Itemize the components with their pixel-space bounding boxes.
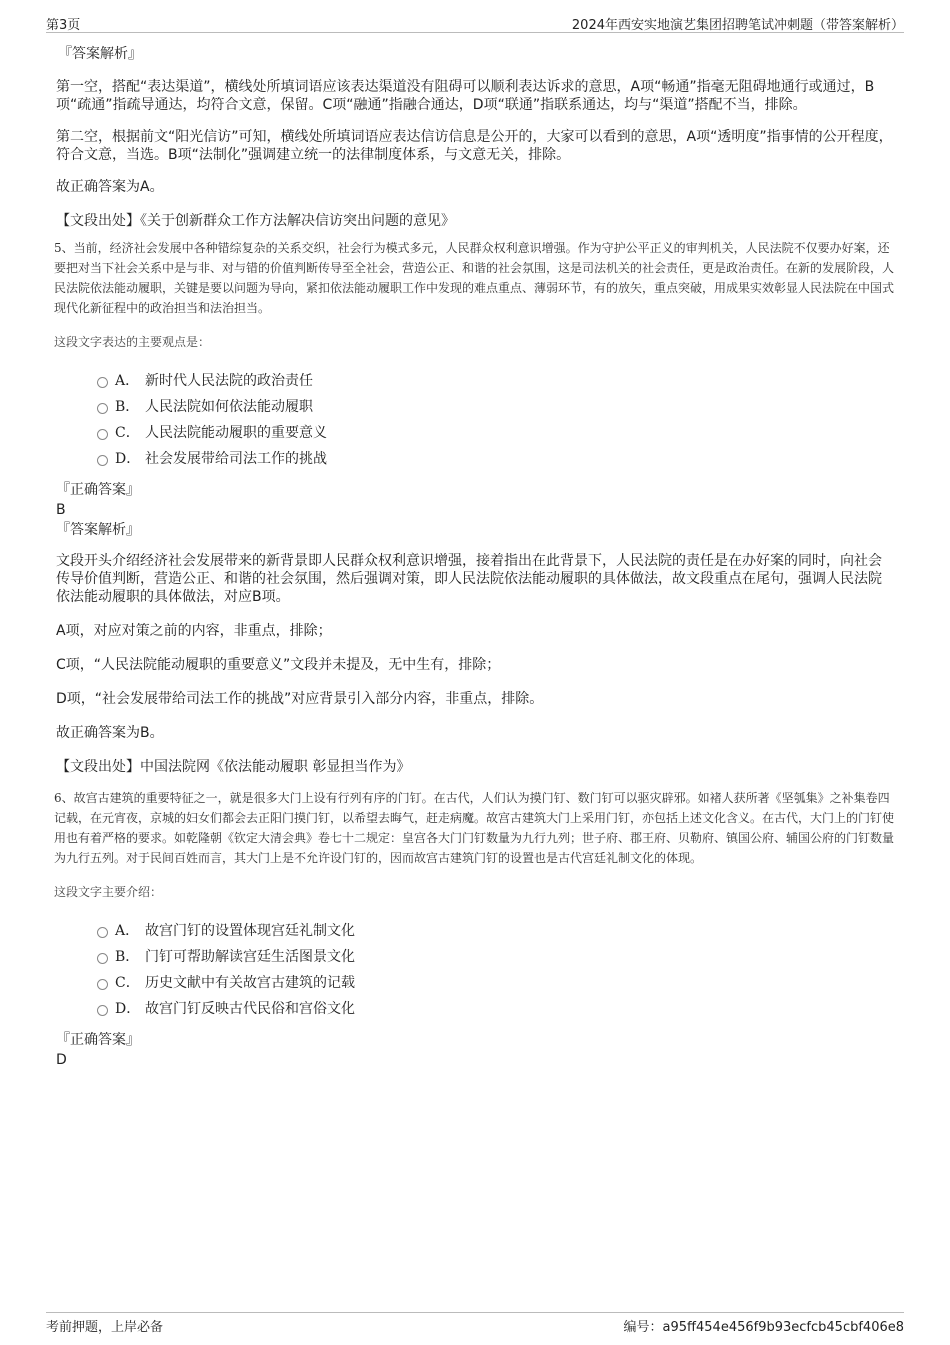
radio-button[interactable]: [97, 979, 108, 990]
analysis-paragraph: 第一空，搭配“表达渠道”，横线处所填词语应该表达渠道没有阻碍可以顺利表达诉求的意思，A项“畅通”指毫无阻碍地通行或通过，B项“疏通”指疏导通达，均符合文意，保留。C项“融通”指融合通达，D项“联通”指联系通达，均与“渠道”搭配不当，排除。: [56, 79, 875, 113]
option-a[interactable]: A． 故宫门钉的设置体现宫廷礼制文化: [56, 918, 894, 944]
option-a[interactable]: A． 新时代人民法院的政治责任: [56, 368, 894, 394]
page-header: [46, 12, 904, 33]
analysis-conclusion: 故正确答案为A。: [56, 179, 164, 195]
radio-button[interactable]: [97, 455, 108, 466]
question-prompt: 这段文字表达的主要观点是：: [54, 335, 211, 349]
document-id: 编号：a95ff454e456f9b93ecfcb45cbf406e8: [623, 1320, 904, 1335]
page-footer: [46, 1312, 904, 1335]
answer-analysis-label: 『答案解析』: [58, 46, 142, 62]
answer-analysis-label: 『答案解析』: [56, 522, 140, 538]
page-number: 第3页: [46, 18, 81, 33]
analysis-paragraph: C项，“人民法院能动履职的重要意义”文段并未提及，无中生有，排除；: [56, 657, 501, 673]
document-title: 2024年西安实地演艺集团招聘笔试冲刺题（带答案解析）: [571, 18, 904, 33]
options-list: [56, 368, 894, 472]
source-citation: 【文段出处】中国法院网《依法能动履职 彰显担当作为》: [56, 759, 411, 775]
question-text: 6、故宫古建筑的重要特征之一，就是很多大门上设有行列有序的门钉。在古代，人们认为摸门钉、数门钉可以驱灾辟邪。如褚人获所著《坚瓠集》之补集卷四记载，在元宵夜，京城的妇女们都会去正阳门摸门钉，以希望去晦气，赶走病魔。故宫古建筑大门上采用门钉，亦包括上述文化含义。在古代，大门上的门钉使用也有着严格的要求。如乾隆朝《钦定大清会典》卷七十二规定：皇宫各大门门钉数量为九行九列；世子府、郡王府、贝勒府、镇国公府、辅国公府的门钉数量为九行五列。对于民间百姓而言，其大门上是不允许设门钉的，因而故宫古建筑门钉的设置也是古代宫廷礼制文化的体现。: [54, 791, 895, 865]
radio-button[interactable]: [97, 403, 108, 414]
source-citation: 【文段出处】《关于创新群众工作方法解决信访突出问题的意见》: [56, 213, 455, 229]
option-d[interactable]: D． 故宫门钉反映古代民俗和宫俗文化: [56, 996, 894, 1022]
correct-answer: D: [56, 1052, 67, 1068]
analysis-conclusion: 故正确答案为B。: [56, 725, 164, 741]
analysis-paragraph: 第二空，根据前文“阳光信访”可知，横线处所填词语应表达信访信息是公开的，大家可以看到的意思，A项“透明度”指事情的公开程度，符合文意，当选。B项“法制化”强调建立统一的法律制度体系，与文意无关，排除。: [56, 129, 893, 163]
radio-button[interactable]: [97, 1005, 108, 1016]
radio-button[interactable]: [97, 927, 108, 938]
analysis-paragraph: 文段开头介绍经济社会发展带来的新背景即人民群众权利意识增强，接着指出在此背景下，人民法院的责任是在办好案的同时，向社会传导价值判断，营造公正、和谐的社会氛围，然后强调对策，即人民法院依法能动履职的具体做法，故文段重点在尾句，强调人民法院依法能动履职的具体做法，对应B项。: [56, 553, 882, 605]
question-text: 5、当前，经济社会发展中各种错综复杂的关系交织，社会行为模式多元，人民群众权利意识增强。作为守护公平正义的审判机关，人民法院不仅要办好案，还要把对当下社会关系中是与非、对与错的价值判断传导至全社会，营造公正、和谐的社会氛围，这是司法机关的社会责任，更是政治责任。在新的发展阶段，人民法院依法能动履职，关键是要以问题为导向，紧扣依法能动履职工作中发现的难点重点、薄弱环节，有的放矢，重点突破，用成果实效彰显人民法院在中国式现代化新征程中的政治担当和法治担当。: [54, 241, 895, 315]
option-c[interactable]: C． 历史文献中有关故宫古建筑的记载: [56, 970, 894, 996]
options-list: [56, 918, 894, 1022]
radio-button[interactable]: [97, 377, 108, 388]
document-body: [56, 44, 894, 1070]
radio-button[interactable]: [97, 429, 108, 440]
option-b[interactable]: B． 人民法院如何依法能动履职: [56, 394, 894, 420]
option-c[interactable]: C． 人民法院能动履职的重要意义: [56, 420, 894, 446]
correct-answer-label: 『正确答案』: [56, 482, 140, 498]
question-prompt: 这段文字主要介绍：: [54, 885, 163, 899]
analysis-paragraph: D项，“社会发展带给司法工作的挑战”对应背景引入部分内容，非重点，排除。: [56, 691, 544, 707]
correct-answer-label: 『正确答案』: [56, 1032, 140, 1048]
option-b[interactable]: B． 门钉可帮助解读宫廷生活图景文化: [56, 944, 894, 970]
option-d[interactable]: D． 社会发展带给司法工作的挑战: [56, 446, 894, 472]
radio-button[interactable]: [97, 953, 108, 964]
analysis-paragraph: A项，对应对策之前的内容，非重点，排除；: [56, 623, 332, 639]
footer-slogan: 考前押题，上岸必备: [46, 1320, 164, 1335]
correct-answer: B: [56, 502, 66, 518]
